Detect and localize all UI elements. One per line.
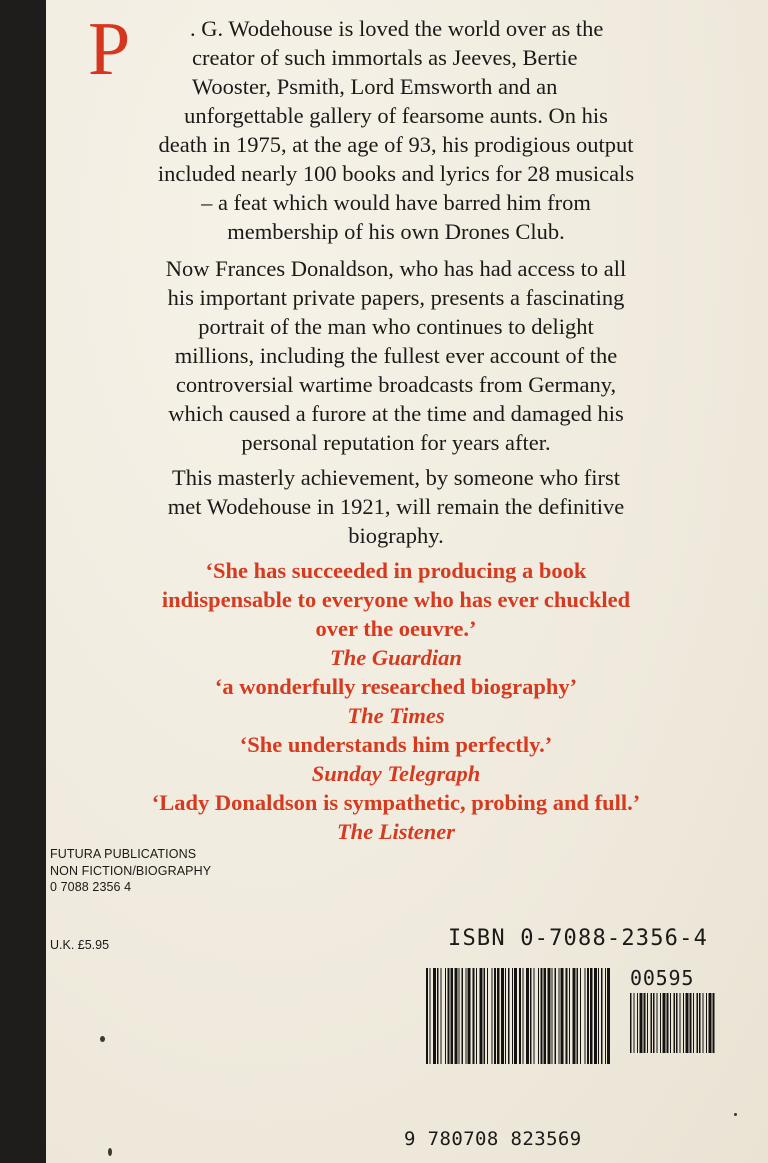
quote-line: over the oeuvre.’ [315, 616, 477, 641]
publisher-name: FUTURA PUBLICATIONS [50, 847, 197, 861]
blurb-line: death in 1975, at the age of 93, his prodigious output [158, 132, 634, 157]
review-quotes [76, 556, 716, 846]
blurb-paragraph-3 [76, 463, 716, 550]
blurb-line: This masterly achievement, by someone who first [171, 465, 620, 490]
blurb-line: unforgettable gallery of fearsome aunts. On his [184, 103, 608, 128]
paper-speck [108, 1148, 112, 1156]
blurb-line: creator of such immortals as Jeeves, Bertie [192, 45, 578, 70]
blurb-line: biography. [348, 523, 444, 548]
blurb-line: met Wodehouse in 1921, will remain the definitive [167, 494, 625, 519]
drop-cap: P [88, 7, 131, 91]
quote-source: The Guardian [330, 645, 462, 670]
quote-source: Sunday Telegraph [311, 761, 481, 786]
blurb-line: – a feat which would have barred him from [201, 190, 591, 215]
blurb-paragraph-1 [76, 101, 716, 246]
blurb-line: controversial wartime broadcasts from Germany, [175, 372, 617, 397]
quote-line: indispensable to everyone who has ever chuckled [161, 587, 631, 612]
blurb-line: included nearly 100 books and lyrics for 28 musicals [157, 161, 635, 186]
blurb-line: Now Frances Donaldson, who has had access to all [165, 256, 627, 281]
paper-speck [100, 1036, 105, 1042]
quote-line: ‘She understands him perfectly.’ [239, 732, 553, 757]
blurb-line: personal reputation for years after. [241, 430, 551, 455]
blurb-line: Wooster, Psmith, Lord Emsworth and an [192, 74, 558, 99]
barcode-digits: 9 780708 823569 [404, 1128, 582, 1150]
blurb-first-line: . G. Wodehouse is loved the world over as the [190, 16, 604, 41]
blurb-line: millions, including the fullest ever account of the [174, 343, 618, 368]
barcode-icon [426, 968, 612, 1064]
publisher-info [50, 846, 211, 896]
quote-line: ‘a wonderfully researched biography’ [214, 674, 578, 699]
blurb-paragraph-2 [76, 254, 716, 457]
blurb-line: which caused a furore at the time and damaged his [168, 401, 624, 426]
paper-speck [734, 1113, 737, 1116]
blurb-line: membership of his own Drones Club. [227, 219, 565, 244]
price-label: U.K. £5.95 [50, 938, 110, 952]
barcode-addon-digits: 00595 [630, 966, 695, 990]
blurb-line: his important private papers, presents a fascinating [167, 285, 625, 310]
quote-line: ‘She has succeeded in producing a book [205, 558, 587, 583]
quote-line: ‘Lady Donaldson is sympathetic, probing and full.’ [151, 790, 641, 815]
isbn-short: 0 7088 2356 4 [50, 880, 132, 894]
category: NON FICTION/BIOGRAPHY [50, 863, 212, 878]
blurb-line: portrait of the man who continues to delight [198, 314, 594, 339]
quote-source: The Times [347, 703, 445, 728]
isbn-label: ISBN 0-7088-2356-4 [448, 926, 709, 951]
quote-source: The Listener [336, 819, 456, 844]
barcode-addon-icon [630, 993, 716, 1053]
